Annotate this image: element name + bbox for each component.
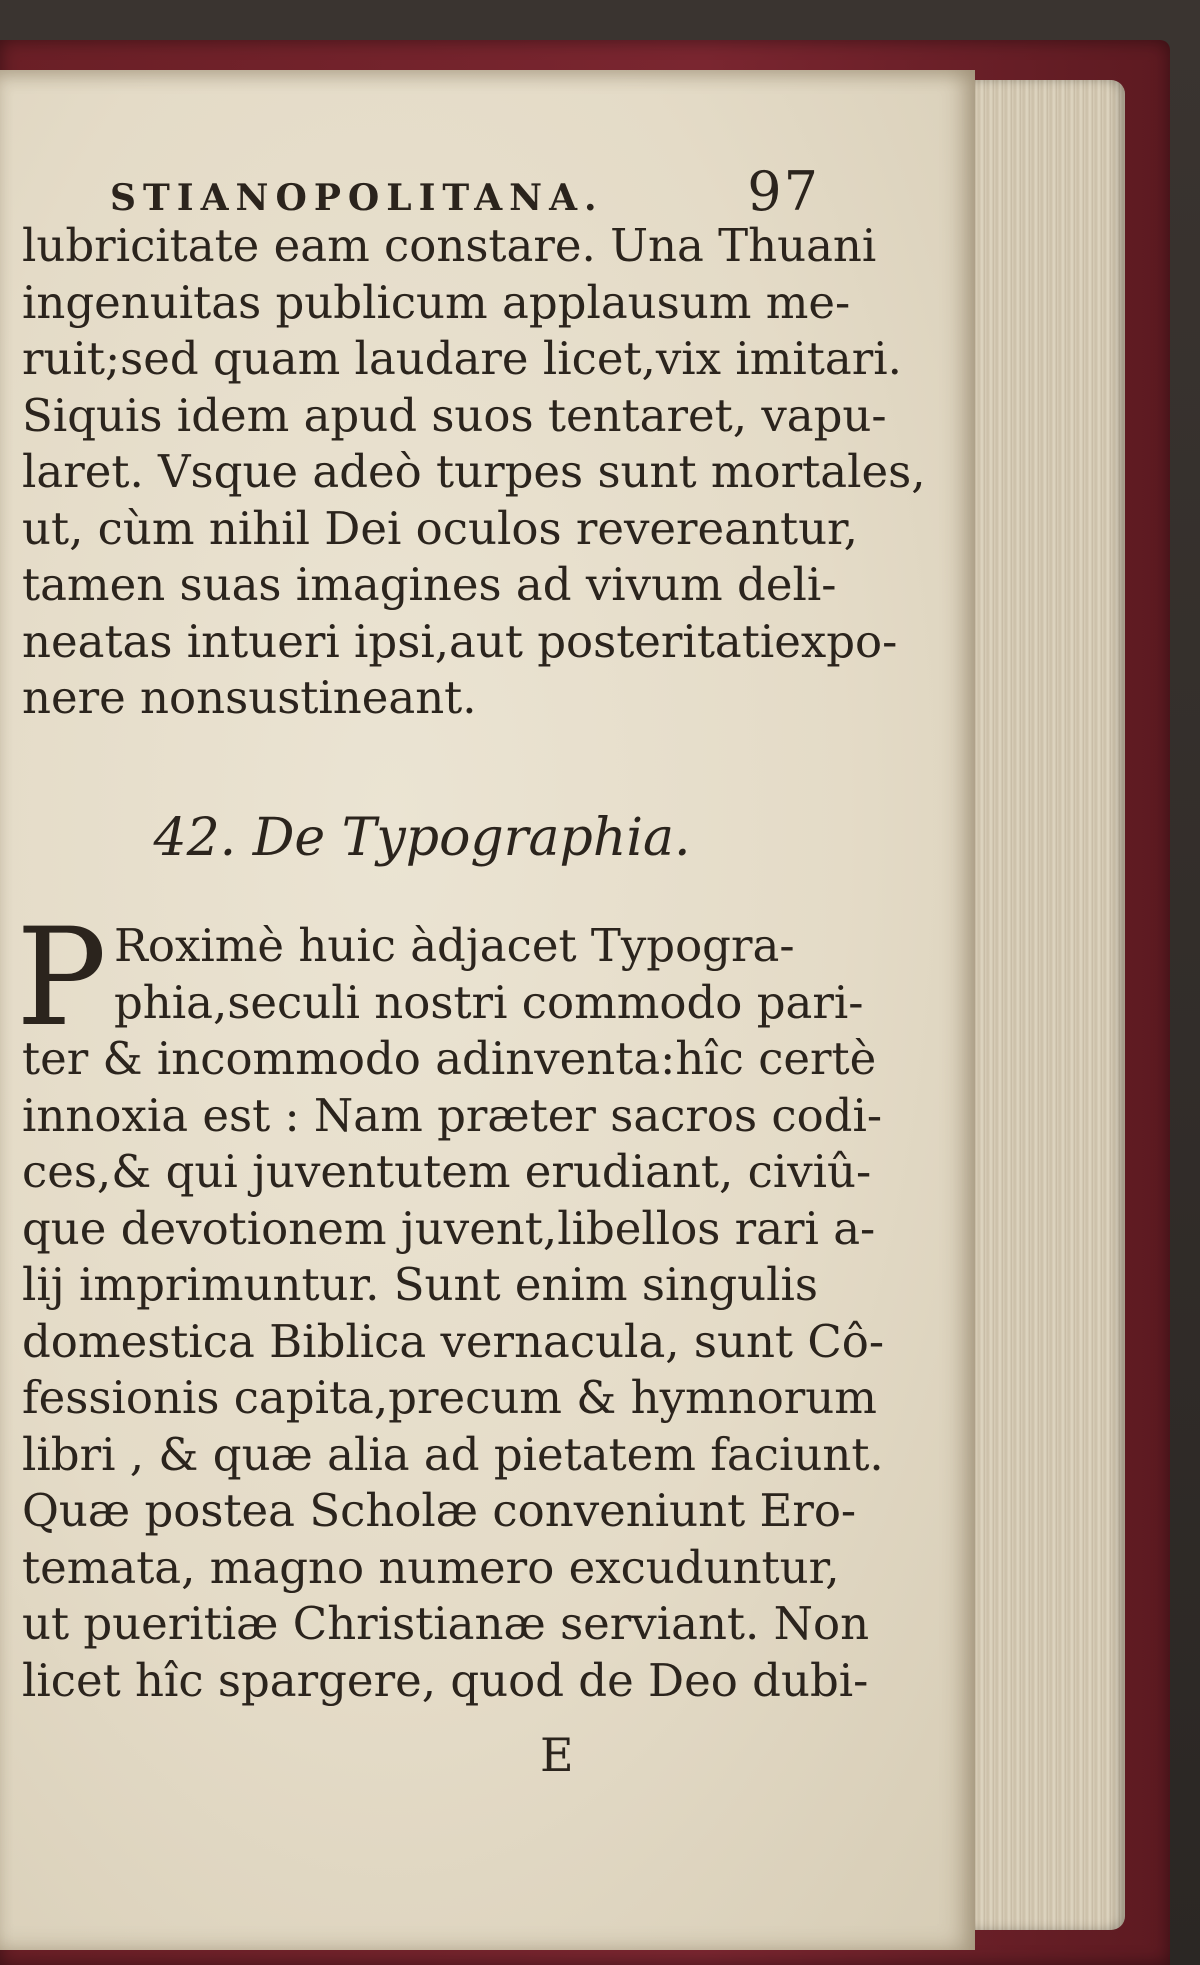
paragraph-1 [22, 218, 926, 727]
text-line: innoxia est : Nam præter sacros codi- [22, 1088, 883, 1142]
text-line: laret. Vsque adeò turpes sunt mortales, [22, 445, 926, 498]
text-line: temata, magno numero excuduntur, [22, 1540, 840, 1594]
text-line: neatas intueri ipsi,aut posteritatiexpo- [22, 614, 898, 668]
text-line: lubricitate eam constare. Una Thuani [22, 219, 877, 272]
text-line: que devotionem juvent,libellos rari a- [22, 1201, 876, 1255]
text-line: ingenuitas publicum applausum me- [22, 275, 851, 329]
text-line: fessionis capita,precum & hymnorum [22, 1371, 877, 1424]
text-line: ut, cùm nihil Dei oculos revereantur, [22, 501, 858, 555]
text-line: Quæ postea Scholæ conveniunt Ero- [22, 1484, 857, 1537]
text-line: lij imprimuntur. Sunt enim singulis [22, 1258, 818, 1311]
text-line: Siquis idem apud suos tentaret, vapu- [22, 388, 887, 442]
section-heading: 42. De Typographia. [153, 808, 691, 868]
drop-cap: P [16, 899, 107, 1056]
text-line: nere nonsustineant. [22, 671, 477, 724]
text-line: domestica Biblica vernacula, sunt Cô- [22, 1314, 885, 1368]
text-line: ter & incommodo adinventa:hîc certè [22, 1032, 877, 1085]
text-line: ces,& qui juventutem erudiant, civiû- [22, 1145, 872, 1198]
signature-mark: E [540, 1728, 574, 1782]
text-line: ruit;sed quam laudare licet,vix imitari. [22, 332, 902, 385]
page-number: 97 [747, 160, 820, 223]
text-line: Roximè huic àdjacet Typogra- [114, 919, 795, 972]
running-title: STIANOPOLITANA. [110, 177, 604, 219]
text-line: licet hîc spargere, quod de Deo dubi- [22, 1653, 869, 1707]
text-line: tamen suas imagines ad vivum deli- [22, 558, 837, 611]
text-line: libri , & quæ alia ad pietatem faciunt. [22, 1427, 884, 1481]
paragraph-2 [22, 918, 885, 1709]
text-line: ut pueritiæ Christianæ serviant. Non [22, 1597, 870, 1650]
text-line: phia,seculi nostri commodo pari- [114, 975, 864, 1029]
running-head [110, 160, 820, 223]
